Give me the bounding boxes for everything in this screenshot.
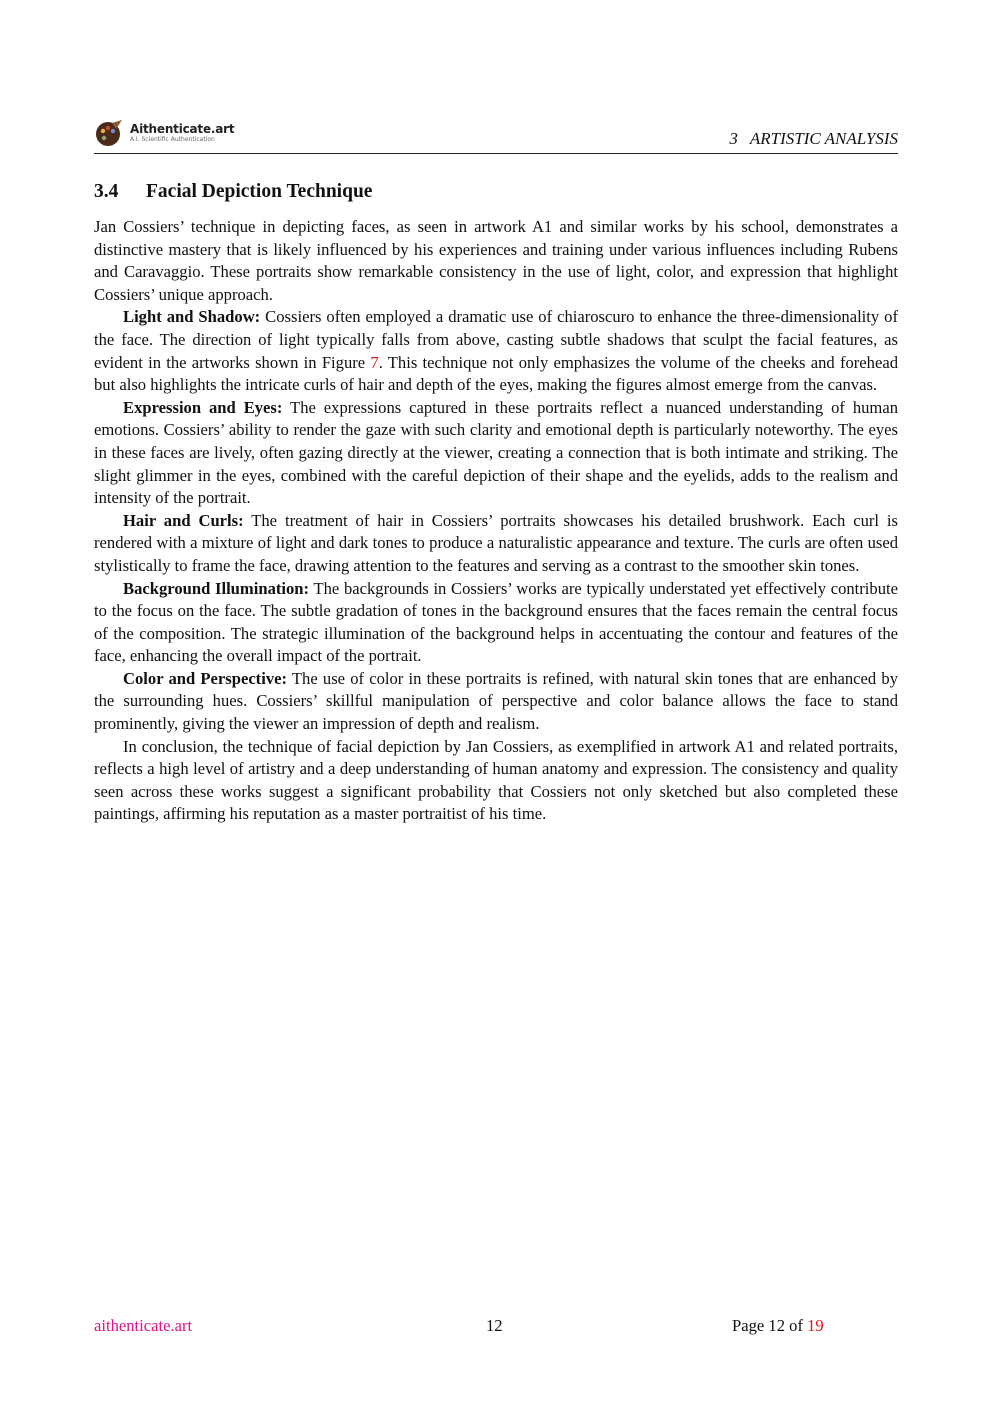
hair-curls-text: The treatment of hair in Cossiers’ portraits showcases his detailed brushwork. Each curl is rendered with a mixture of light and dark tones to produce a naturalistic appearance and texture. The curls are often used stylistically to frame the face, drawing attention to the features and serving as a contrast to the smoother skin tones. (94, 510, 898, 575)
figure-reference-link[interactable]: 7 (370, 352, 379, 372)
page-header (94, 119, 898, 154)
running-header-title: ARTISTIC ANALYSIS (749, 129, 898, 148)
light-shadow-label: Light and Shadow: (123, 307, 261, 327)
logo-name: Aithenticate.art (130, 122, 235, 136)
section-heading (94, 181, 372, 203)
running-header (729, 129, 898, 149)
conclusion-paragraph: In conclusion, the technique of facial depiction by Jan Cossiers, as exemplified in artwork A1 and related portraits, reflects a high level of artistry and a deep understanding of human anatomy and expression. The consistency and quality seen across these works suggest a significant probability that Cossiers not only sketched but also completed these paintings, affirming his reputation as a master portraitist of his time. (94, 736, 898, 824)
footer-page-total-link[interactable]: 19 (807, 1316, 824, 1335)
color-perspective-paragraph (94, 668, 898, 736)
section-number: 3.4 (94, 181, 119, 202)
footer-page-label: Page 12 of (732, 1316, 808, 1335)
light-shadow-text-end: . This technique not only emphasizes the volume of the cheeks and forehead but also highlights the intricate curls of hair and depth of the eyes, making the figures almost emerge from the canvas. (94, 352, 899, 395)
background-illumination-label: Background Illumination: (123, 578, 310, 598)
hair-curls-paragraph (94, 510, 898, 578)
color-perspective-text: The use of color in these portraits is refined, with natural skin tones that are enhanced by the surrounding hues. Cossiers’ skillful manipulation of perspective and color balance allows the face to stand prominently, giving the viewer an impression of depth and realism. (94, 668, 899, 734)
footer-page-number: 12 (486, 1316, 503, 1335)
running-header-number: 3 (729, 129, 738, 148)
palette-logo-icon (94, 119, 124, 147)
light-shadow-paragraph (94, 306, 898, 396)
footer-page-count (732, 1316, 824, 1336)
expression-eyes-label: Expression and Eyes: (123, 397, 283, 417)
body-text (94, 216, 898, 826)
footer-site-link[interactable]: aithenticate.art (94, 1316, 193, 1335)
logo-tagline: A.I. Scientific Authentication (130, 136, 215, 143)
background-illumination-text: The backgrounds in Cossiers’ works are typically understated yet effectively contribute to the focus on the face. The subtle gradation of tones in the background ensures that the faces remain the central focus of the composition. The strategic illumination of the background helps in accentuating the contour and features of the face, enhancing the overall impact of the portrait. (94, 578, 898, 666)
background-illumination-paragraph (94, 578, 898, 668)
hair-curls-label: Hair and Curls: (123, 510, 244, 530)
logo (94, 119, 234, 147)
intro-paragraph: Jan Cossiers’ technique in depicting faces, as seen in artwork A1 and similar works by his school, demonstrates a distinctive mastery that is likely influenced by his experiences and training under various influences including Rubens and Caravaggio. These portraits show remarkable consistency in the use of light, color, and expression that highlight Cossiers’ unique approach. (94, 217, 898, 304)
expression-eyes-text: The expressions captured in these portraits reflect a nuanced understanding of human emotions. Cossiers’ ability to render the gaze with such clarity and emotional depth is particularly noteworthy. The eyes in these faces are lively, often gazing directly at the viewer, creating a connection that is both intimate and striking. The slight glimmer in the eyes, combined with the careful depiction of their shape and the eyelids, adds to the realism and intensity of the portrait. (94, 397, 898, 508)
light-shadow-text: Cossiers often employed a dramatic use of chiaroscuro to enhance the three-dimensionality of the face. The direction of light typically falls from above, casting subtle shadows that sculpt the facial features, as evident in the artworks shown in Figure (94, 307, 898, 372)
expression-eyes-paragraph (94, 397, 898, 510)
color-perspective-label: Color and Perspective: (123, 668, 288, 688)
section-title: Facial Depiction Technique (146, 181, 373, 202)
